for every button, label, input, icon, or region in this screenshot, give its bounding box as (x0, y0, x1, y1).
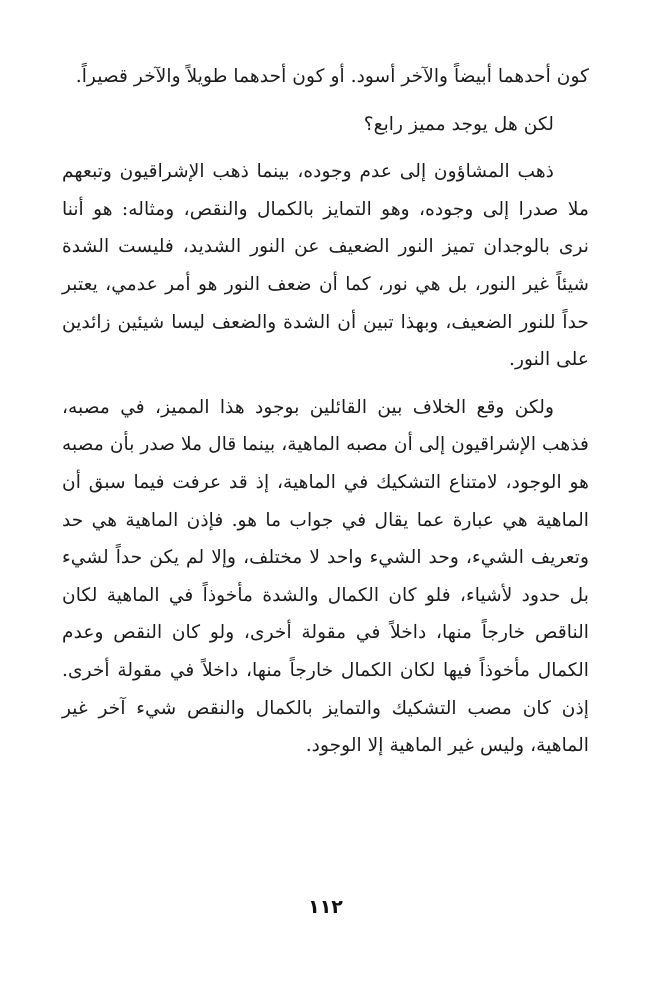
page-number: ١١٢ (308, 896, 343, 918)
paragraph-disagreement: ولكن وقع الخلاف بين القائلين بوجود هذا المميز، في مصبه، فذهب الإشراقيون إلى أن مصبه الماهية، بينما قال ملا صدر بأن مصبه هو الوجود، لامتناع التشكيك في الماهية، إذ قد عرفت فيما سبق أن الماهية هي عبارة عما يقال في جواب ما هو. فإذن الماهية هي حد وتعريف الشيء، وحد الشيء واحد لا مختلف، وإلا لم يكن حداً لشيء بل حدود لأشياء، فلو كان الكمال والشدة مأخوذاً في الماهية لكان الناقص خارجاً منها، داخلاً في مقولة أخرى، ولو كان النقص وعدم الكمال مأخوذاً فيها لكان الكمال خارجاً منها، داخلاً في مقولة أخرى. إذن كان مصب التشكيك والتمايز بالكمال والنقص شيء آخر غير الماهية، وليس غير الماهية إلا الوجود. (62, 396, 589, 757)
paragraph-continuation: كون أحدهما أبيضاً والآخر أسود. أو كون أحدهما طويلاً والآخر قصيراً. (75, 66, 589, 87)
paragraph-peripatetics: ذهب المشاؤون إلى عدم وجوده، بينما ذهب الإشراقيون وتبعهم ملا صدرا إلى وجوده، وهو التمايز بالكمال والنقص، ومثاله: هو أننا نرى بالوجدان تميز النور الضعيف عن النور الشديد، فليست الشدة شيئاً غير النور، بل هي نور، كما أن ضعف النور هو أمر عدمي، يعتبر حداً للنور الضعيف، وبهذا تبين أن الشدة والضعف ليسا شيئين زائدين على النور. (62, 161, 589, 371)
body-text (62, 58, 589, 765)
paragraph-question: لكن هل يوجد مميز رابع؟ (363, 113, 554, 135)
